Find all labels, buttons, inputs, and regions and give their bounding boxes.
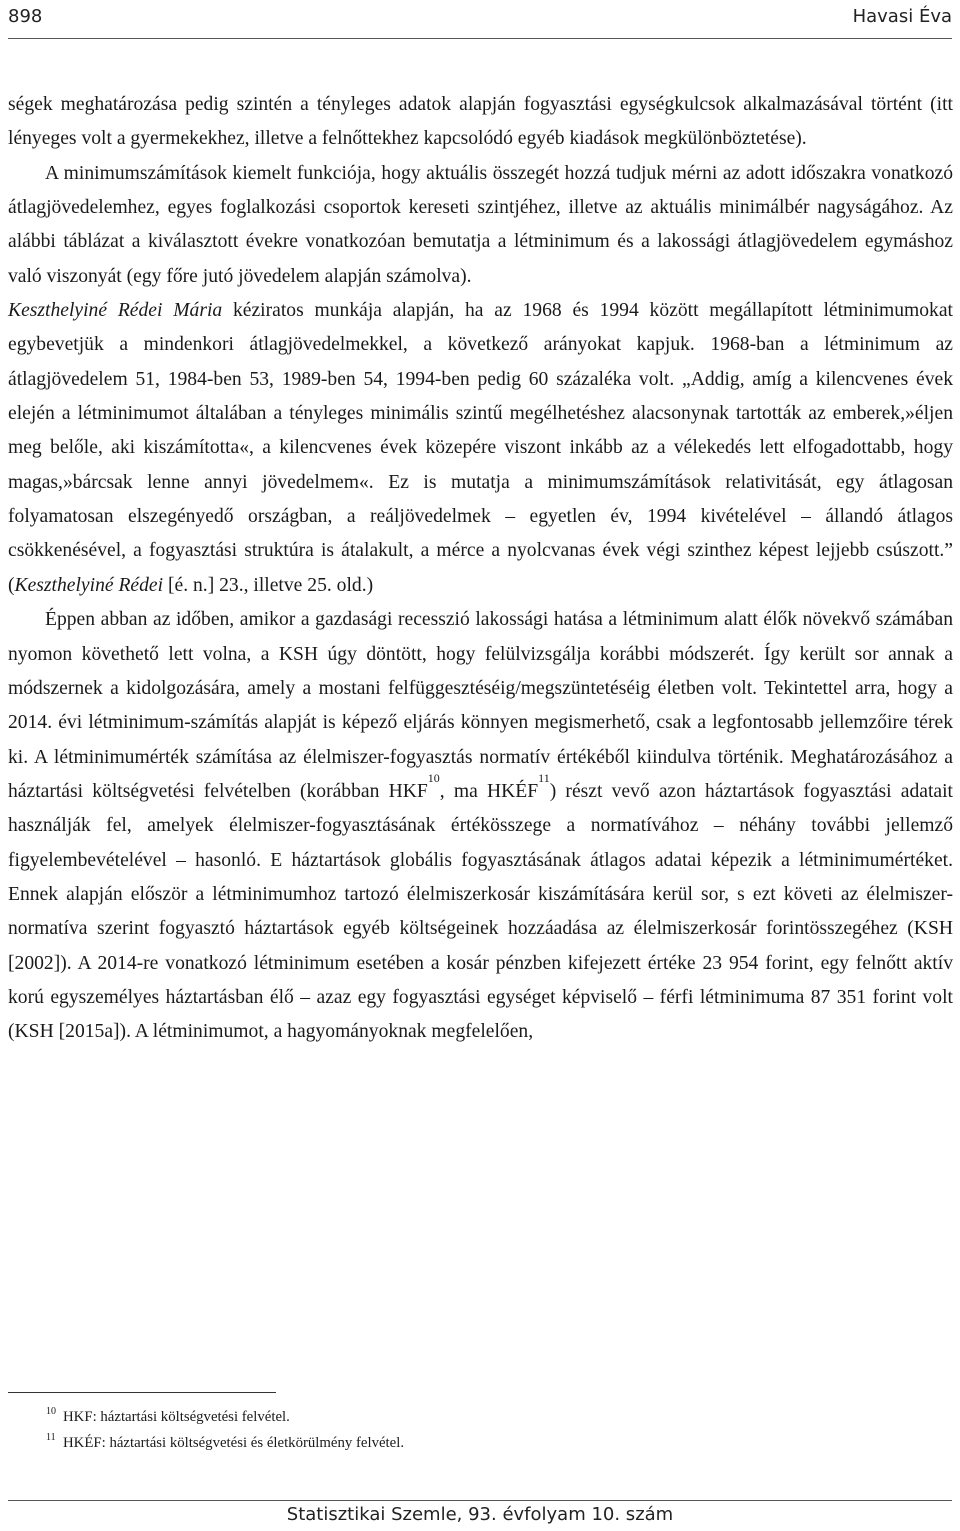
paragraph-3-text-a: kéziratos munkája alapján, ha az 1968 és 1994 között megállapított létminimumokat egybevetjük a mindenkori átlagjövedelmekkel, a következő arányokat kapjuk. 1968-ban a létminimum az átlagjövedelem 51, 1984-ben 53, 1989-ben 54, 1994-ben pedig 60 százaléka volt. „Addig, amíg a kilencvenes évek elején a létminimumot általában a tényleges minimális szintű megélhetéshez alacsonynak tartották az emberek,»éljen meg belőle, aki kiszámította«, a kilencvenes évek közepére viszont inkább az a vélekedés lett elfogadottabb, hogy magas,»bárcsak lenne annyi jövedelmem«. Ez is mutatja a minimumszámítások relativitását, egy átlagosan folyamatosan elszegényedő országban, a reáljövedelmek – egyetlen év, 1994 kivételével – állandó átlagos csökkenésével, a fogyasztási struktúra is átalakult, a mérce a nyolcvanas évek végi szinthez képest lejjebb csúszott.” ( [8, 300, 953, 596]
main-text [8, 88, 953, 1050]
footnote-number: 11 [46, 1432, 56, 1443]
footnote-text: HKÉF: háztartási költségvetési és életkörülmény felvétel. [63, 1435, 405, 1451]
footer-rule [8, 1500, 952, 1501]
footnote-ref-11[interactable]: 11 [538, 771, 550, 786]
paragraph-4-text-a: Éppen abban az időben, amikor a gazdasági recesszió lakossági hatása a létminimum alatt élők növekvő számában nyomon követhető lett volna, a KSH úgy döntött, hogy felülvizsgálja korábbi módszerét. Így került sor annak a módszernek a kidolgozására, amely a mostani felfüggesztéséig/megszüntetéséig életben volt. Tekintettel arra, hogy a 2014. évi létminimum-számítás alapját is képező eljárás könnyen megismerhető, csak a legfontosabb jellemzőire térek ki. A létminimumérték számítása az élelmiszer-fogyasztás normatív értékéből kiindulva történik. Meghatározásához a háztartási költségvetési felvételben (korábban HKF [8, 609, 953, 802]
footnote-number: 10 [46, 1406, 56, 1417]
paragraph-4-text-c: ) részt vevő azon háztartások fogyasztási adatait használják fel, amelyek élelmiszer-fogyasztásának értékösszege a normatívához – néhány további jellemző figyelembevételével – hasonló. E háztartások globális fogyasztásának átlagos adatai képezik a létminimumértéket. Ennek alapján először a létminimumhoz tartozó élelmiszerkosár kiszámítására kerül sor, s ezt követi az élelmiszer-normatíva szerint fogyasztó háztartások egyéb költségeinek hozzáadása az élelmiszerkosár forintösszegéhez (KSH [2002]). A 2014-re vonatkozó létminimum esetében a kosár pénzben kifejezett értéke 23 954 forint, egy felnőtt aktív korú egyszemélyes háztartásban élő – azaz egy fogyasztási egységet képviselő – férfi létminimuma 87 351 forint volt (KSH [2015a]). A létminimumot, a hagyományoknak megfelelően, [8, 780, 953, 1043]
paragraph-1: ségek meghatározása pedig szintén a tényleges adatok alapján fogyasztási egységkulcsok alkalmazásával történt (itt lényeges volt a gyermekekhez, illetve a felnőttekhez kapcsolódó egyéb kiadások megkülönböztetése). [8, 94, 953, 150]
paragraph-4-text-b: , ma HKÉF [439, 780, 539, 802]
page-number: 898 [8, 6, 43, 27]
footnote-ref-10[interactable]: 10 [427, 771, 440, 786]
paragraph-4 [8, 603, 953, 1049]
running-title: Havasi Éva [852, 6, 952, 27]
paragraph-3 [8, 294, 953, 603]
paragraph-2: A minimumszámítások kiemelt funkciója, hogy aktuális összegét hozzá tudjuk mérni az adott időszakra vonatkozó átlagjövedelemhez, egyes foglalkozási csoportok kereseti szintjéhez, illetve az aktuális minimálbér nagyságához. Az alábbi táblázat a kiválasztott évekre vonatkozóan bemutatja a létminimum és a lakossági átlagjövedelem egymáshoz való viszonyát (egy főre jutó jövedelem alapján számolva). [8, 162, 953, 287]
footnote-item [8, 1430, 948, 1456]
footnote-item [8, 1404, 948, 1430]
footnote-rule [8, 1392, 276, 1393]
author-name: Keszthelyiné Rédei Mária [8, 300, 223, 322]
journal-footer: Statisztikai Szemle, 93. évfolyam 10. szám [286, 1504, 674, 1525]
citation-author: Keszthelyiné Rédei [14, 574, 164, 596]
page-header [0, 0, 960, 40]
header-rule [8, 38, 952, 39]
footnotes [8, 1404, 948, 1456]
paragraph-3-text-b: [é. n.] 23., illetve 25. old.) [163, 574, 374, 596]
footnote-text: HKF: háztartási költségvetési felvétel. [63, 1409, 290, 1425]
